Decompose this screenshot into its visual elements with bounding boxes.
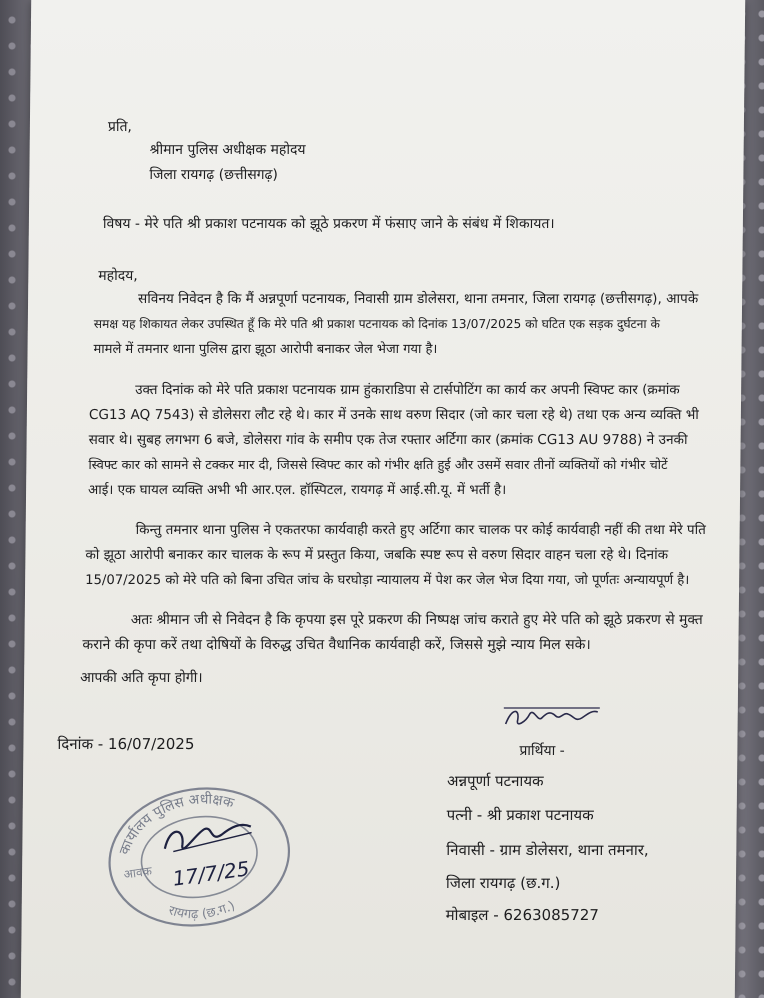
- subject-line: विषय - मेरे पति श्री प्रकाश पटनायक को झूठे प्रकरण में फंसाए जाने के संबंध में शिकायत।: [102, 216, 555, 232]
- office-stamp: [95, 770, 303, 945]
- paragraph-1-line: मामले में तमनार थाना पुलिस द्वारा झूठा आरोपी बनाकर जेल भेजा गया है।: [93, 342, 438, 357]
- paragraph-1-line: सविनय निवेदन है कि मैं अन्नपूर्णा पटनायक, निवासी ग्राम डोलेसरा, थाना तमनार, जिला रायगढ़ (छत्तीसगढ़), आपके: [138, 291, 699, 307]
- paragraph-2-line: CG13 AQ 7543) से डोलेसरा लौट रहे थे। कार में उनके साथ वरुण सिदार (जो कार चला रहे थे) तथा एक अन्य व्यक्ति भी: [88, 407, 699, 423]
- sender-name: अन्नपूर्णा पटनायक: [446, 772, 544, 790]
- stamp-inner-text: आवक: [122, 863, 153, 882]
- paragraph-2-line: सवार थे। सुबह लगभग 6 बजे, डोलेसरा गांव के समीप एक तेज रफ्तार अर्टिगा कार (क्रमांक CG13 AU 9788) ने उनकी: [88, 432, 688, 448]
- closing-line: आपकी अति कृपा होगी।: [80, 670, 203, 686]
- paragraph-3-line: को झूठा आरोपी बनाकर कार चालक के रूप में प्रस्तुत किया, जबकि स्पष्ट रूप से वरुण सिदार वाहन चला रहे थे। दिनांक: [85, 547, 669, 563]
- sender-district: जिला रायगढ़ (छ.ग.): [445, 874, 561, 892]
- paragraph-2-line: स्विफ्ट कार को सामने से टक्कर मार दी, जिससे स्विफ्ट कार को गंभीर क्षति हुई और उसमें सवार तीनों व्यक्तियों को गंभीर चोटें: [88, 458, 668, 473]
- stamp-bottom-text: रायगढ़ (छ.ग.): [166, 898, 238, 923]
- signature: [502, 702, 602, 734]
- paragraph-3-line: 15/07/2025 को मेरे पति को बिना उचित जांच के घरघोड़ा न्यायालय में पेश कर जेल भेज दिया गया, जो पूर्णतः अन्यायपूर्ण है।: [85, 573, 690, 588]
- salutation: महोदय,: [98, 268, 138, 284]
- sender-applicant-label: प्रार्थिया -: [519, 743, 565, 759]
- sender-husband: पत्नी - श्री प्रकाश पटनायक: [446, 806, 594, 824]
- paragraph-4-line: अतः श्रीमान जी से निवेदन है कि कृपया इस पूरे प्रकरण की निष्पक्ष जांच कराते हुए मेरे पति को झूठे प्रकरण से मुक्त: [130, 612, 703, 628]
- letter-page: [21, 0, 745, 998]
- paragraph-2: [88, 378, 699, 503]
- sender-mobile: मोबाइल - 6263085727: [445, 906, 599, 924]
- svg-text:रायगढ़ (छ.ग.): [165, 894, 239, 927]
- recipient-line-2: जिला रायगढ़ (छत्तीसगढ़): [149, 167, 279, 183]
- paragraph-4: [82, 608, 703, 658]
- paragraph-1-line: समक्ष यह शिकायत लेकर उपस्थित हूँ कि मेरे पति श्री प्रकाश पटनायक को दिनांक 13/07/2025 को घटित एक सड़क दुर्घटना के: [93, 317, 660, 331]
- sender-address: निवासी - ग्राम डोलेसरा, थाना तमनार,: [446, 841, 649, 859]
- paragraph-3: [85, 518, 706, 593]
- to-label: प्रति,: [107, 119, 133, 135]
- paragraph-2-line: आई। एक घायल व्यक्ति अभी भी आर.एल. हॉस्पिटल, रायगढ़ में आई.सी.यू. में भर्ती है।: [88, 483, 507, 498]
- recipient-line-1: श्रीमान पुलिस अधीक्षक महोदय: [149, 142, 306, 158]
- paragraph-4-line: कराने की कृपा करें तथा दोषियों के विरुद्ध उचित वैधानिक कार्यवाही करें, जिससे मुझे न्याय मिल सके।: [82, 637, 591, 653]
- stamp-top-text: कार्यालय पुलिस अधीक्षक: [116, 791, 236, 857]
- paragraph-1: [93, 287, 698, 362]
- paragraph-3-line: किन्तु तमनार थाना पुलिस ने एकतरफा कार्यवाही करते हुए अर्टिगा कार चालक पर कोई कार्यवाही नहीं की तथा मेरे पति: [135, 522, 706, 538]
- paragraph-2-line: उक्त दिनांक को मेरे पति प्रकाश पटनायक ग्राम हुंकाराडिपा से टार्सपोटिंग का कार्य कर अपनी स्विफ्ट कार (क्रमांक: [135, 382, 680, 398]
- letter-date: दिनांक - 16/07/2025: [57, 735, 195, 753]
- stamp-handwritten-date: 17/7/25: [171, 856, 251, 891]
